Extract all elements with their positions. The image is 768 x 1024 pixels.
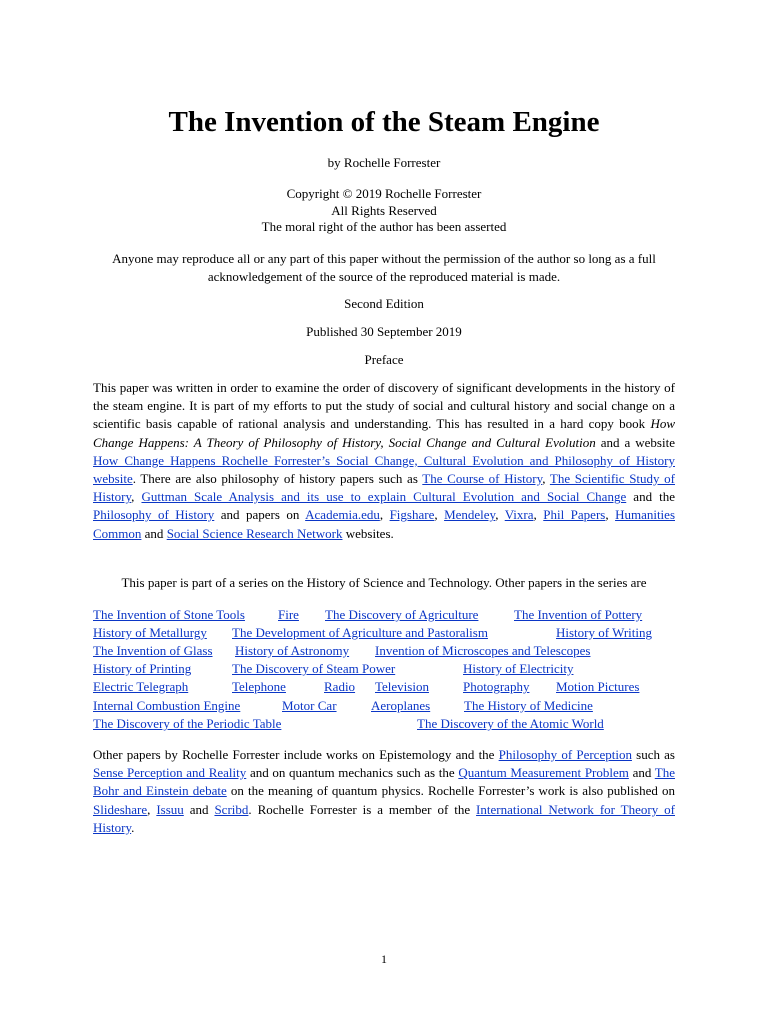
text-span: and	[183, 801, 215, 817]
series-link[interactable]: The Development of Agriculture and Pastoralism	[232, 625, 488, 640]
series-link[interactable]: Motion Pictures	[556, 679, 640, 694]
series-row	[0, 624, 768, 642]
text-span: websites.	[342, 525, 394, 541]
series-link[interactable]: The History of Medicine	[464, 698, 593, 713]
text-span: .	[131, 819, 135, 835]
series-link[interactable]: Photography	[463, 679, 530, 694]
text-span: ,	[542, 471, 550, 487]
book-title: How Change Happens: A Theory of Philosophy of History, Social Change and Cultural Evolution	[93, 416, 675, 450]
quantum-measurement-link[interactable]: Quantum Measurement Problem	[458, 765, 629, 781]
text-span: ,	[131, 489, 142, 505]
text-span: and a website	[595, 434, 675, 450]
text-span: such as	[631, 747, 675, 762]
ssrn-link[interactable]: Social Science Research Network	[166, 525, 343, 541]
series-link[interactable]: History of Electricity	[463, 661, 574, 676]
text-span: ,	[533, 507, 544, 523]
rights-line: All Rights Reserved	[331, 203, 437, 218]
series-link[interactable]: Telephone	[232, 679, 286, 694]
scientific-study-link[interactable]: The Scientific Study of History	[93, 471, 675, 505]
copyright-line: Copyright © 2019 Rochelle Forrester	[286, 186, 482, 201]
intl-network-link[interactable]: International Network for Theory of History	[93, 801, 675, 835]
page-title: The Invention of the Steam Engine	[168, 106, 600, 138]
page-number: 1	[381, 952, 387, 966]
edition-line: Second Edition	[344, 296, 424, 311]
website-link[interactable]: How Change Happens Rochelle Forrester’s Social Change, Cultural Evolution and Philosophy of History website	[93, 452, 675, 487]
series-link[interactable]: The Invention of Pottery	[514, 607, 643, 622]
series-link[interactable]: History of Metallurgy	[93, 625, 207, 640]
text-span: on the meaning of quantum physics. Rochelle Forrester’s work is also published on	[226, 783, 675, 799]
humanities-common-link[interactable]: Humanities Common	[93, 507, 675, 541]
text-span: and on quantum mechanics such as the	[246, 765, 459, 781]
issuu-link[interactable]: Issuu	[156, 801, 184, 817]
series-link[interactable]: The Discovery of the Periodic Table	[93, 716, 282, 731]
guttman-link[interactable]: Guttman Scale Analysis and its use to explain Cultural Evolution and Social Change	[141, 489, 627, 505]
series-link[interactable]: Aeroplanes	[371, 698, 431, 713]
reproduction-notice: Anyone may reproduce all or any part of this paper without the permission of the author so long as a full acknowledgement of the source of the reproduced material is made.	[112, 251, 656, 284]
series-link[interactable]: Motor Car	[282, 698, 337, 713]
text-span: and the	[626, 489, 676, 505]
preface-heading: Preface	[364, 352, 404, 367]
series-link[interactable]: History of Writing	[556, 625, 653, 640]
text-span: and papers on	[214, 507, 306, 523]
figshare-link[interactable]: Figshare	[389, 507, 435, 523]
text-span: and	[141, 525, 167, 541]
text-span: ,	[379, 507, 390, 523]
phil-papers-link[interactable]: Phil Papers	[543, 507, 606, 523]
series-row	[0, 697, 768, 715]
moral-rights-line: The moral right of the author has been asserted	[261, 219, 507, 234]
series-link[interactable]: Television	[375, 679, 429, 694]
bohr-einstein-link[interactable]: The Bohr and Einstein debate	[93, 765, 675, 799]
text-span: ,	[605, 507, 616, 523]
text-span: . There are also philosophy of history papers such as	[132, 471, 423, 487]
series-link[interactable]: The Invention of Stone Tools	[93, 607, 245, 622]
text-span: . Rochelle Forrester is a member of the	[248, 801, 477, 817]
sense-perception-link[interactable]: Sense Perception and Reality	[93, 765, 247, 781]
text-span: ,	[147, 801, 157, 817]
series-row	[0, 678, 768, 696]
byline: by Rochelle Forrester	[327, 155, 441, 170]
series-link[interactable]: History of Printing	[93, 661, 192, 676]
philosophy-of-perception-link[interactable]: Philosophy of Perception	[498, 747, 632, 762]
text-span: This paper was written in order to examine the order of discovery of significant developments in the history of the steam engine. It is part of my efforts to put the study of social and cultural history and social change on a scientific basis capable of rational analysis and understanding. This has resulted in a hard copy book	[93, 380, 675, 432]
series-row	[0, 606, 768, 624]
series-link[interactable]: History of Astronomy	[235, 643, 350, 658]
series-row	[0, 715, 768, 733]
preface-paragraph	[93, 379, 675, 543]
series-link[interactable]: The Discovery of Agriculture	[325, 607, 479, 622]
mendeley-link[interactable]: Mendeley	[444, 507, 496, 523]
scribd-link[interactable]: Scribd	[214, 801, 249, 817]
series-link[interactable]: Electric Telegraph	[93, 679, 189, 694]
series-link[interactable]: Internal Combustion Engine	[93, 698, 241, 713]
series-link[interactable]: The Discovery of the Atomic World	[417, 716, 604, 731]
vixra-link[interactable]: Vixra	[504, 507, 534, 523]
text-span: Other papers by Rochelle Forrester include works on Epistemology and the	[93, 747, 499, 762]
slideshare-link[interactable]: Slideshare	[93, 801, 148, 817]
series-link[interactable]: The Discovery of Steam Power	[232, 661, 396, 676]
other-papers-paragraph	[93, 746, 675, 837]
text-span: ,	[434, 507, 445, 523]
series-intro: This paper is part of a series on the History of Science and Technology. Other papers in the series are	[121, 575, 647, 590]
series-row	[0, 660, 768, 678]
series-link[interactable]: Radio	[324, 679, 356, 694]
philosophy-of-history-link[interactable]: Philosophy of History	[93, 507, 215, 523]
text-span: and	[628, 765, 655, 781]
academia-link[interactable]: Academia.edu	[305, 507, 380, 523]
series-link[interactable]: Invention of Microscopes and Telescopes	[375, 643, 591, 658]
published-line: Published 30 September 2019	[306, 324, 462, 339]
series-link[interactable]: Fire	[278, 607, 299, 622]
series-link[interactable]: The Invention of Glass	[93, 643, 213, 658]
course-of-history-link[interactable]: The Course of History	[422, 471, 543, 487]
text-span: ,	[495, 507, 505, 523]
series-row	[0, 642, 768, 660]
